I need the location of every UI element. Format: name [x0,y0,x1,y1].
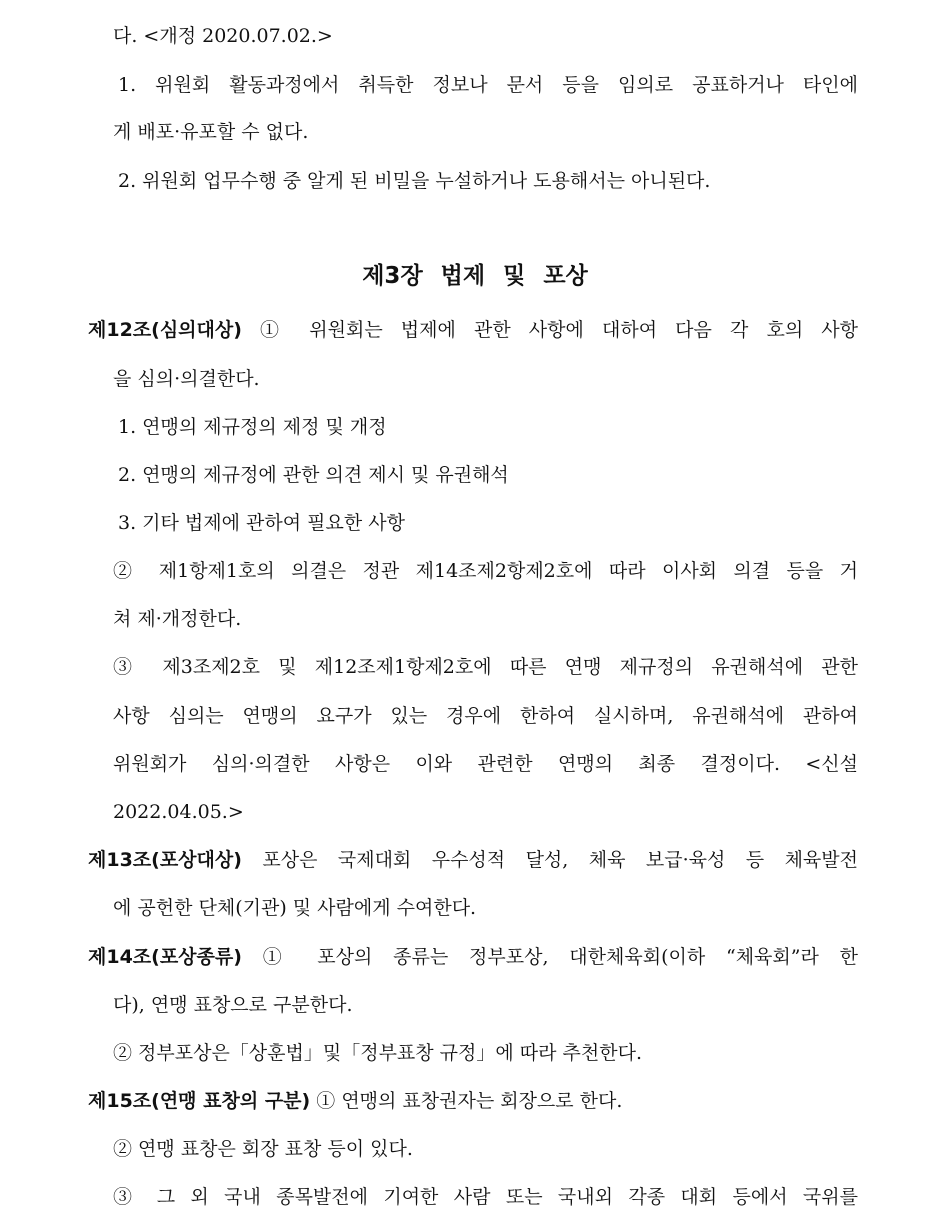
article-13-first-line [88,846,858,874]
article-12-title: 제12조(심의대상) [88,319,242,341]
text-line: 쳐 제·개정한다. [113,608,242,630]
article-15-first-line [88,1087,622,1115]
article-12-text: ① 위원회는 법제에 관한 사항에 대하여 다음 각 호의 사항 [241,319,858,341]
text-line: 게 배포·유포할 수 없다. [113,121,309,143]
article-13-title: 제13조(포상대상) [88,849,242,871]
article-15-text: ① 연맹의 표창권자는 회장으로 한다. [310,1090,623,1112]
list-item: 2. 연맹의 제규정에 관한 의견 제시 및 유권해석 [118,464,509,486]
paragraph-line: 위원회가 심의·의결한 사항은 이와 관련한 연맹의 최종 결정이다. <신설 [113,753,858,775]
text-line: 다), 연맹 표창으로 구분한다. [113,994,353,1016]
list-item: 3. 기타 법제에 관하여 필요한 사항 [118,512,405,534]
article-12-first-line [88,316,858,344]
list-item: 1. 연맹의 제규정의 제정 및 개정 [118,416,387,438]
chapter-title: 제3장 법제 및 포상 [362,263,588,289]
paragraph-line: ② 정부포상은「상훈법」및「정부표창 규정」에 따라 추천한다. [113,1042,642,1064]
article-13-text: 포상은 국제대회 우수성적 달성, 체육 보급·육성 등 체육발전 [241,849,858,871]
article-14-first-line [88,943,858,971]
text-line: 2022.04.05.> [113,801,244,823]
article-14-text: ① 포상의 종류는 정부포상, 대한체육회(이하 “체육회”라 한 [241,946,858,968]
paragraph-line: ③ 제3조제2호 및 제12조제1항제2호에 따른 연맹 제규정의 유권해석에 관한 [113,656,858,678]
text-line: 을 심의·의결한다. [113,368,260,390]
paragraph-line: ③ 그 외 국내 종목발전에 기여한 사람 또는 국내외 각종 대회 등에서 국위를 [113,1186,858,1208]
list-item: 2. 위원회 업무수행 중 알게 된 비밀을 누설하거나 도용해서는 아니된다. [118,170,711,192]
article-15-title: 제15조(연맹 표창의 구분) [88,1090,311,1112]
paragraph-line: 사항 심의는 연맹의 요구가 있는 경우에 한하여 실시하며, 유권해석에 관하여 [113,705,858,727]
article-14-title: 제14조(포상종류) [88,946,242,968]
paragraph-line: ② 제1항제1호의 의결은 정관 제14조제2항제2호에 따라 이사회 의결 등을 거 [113,560,858,582]
text-line: 다. <개정 2020.07.02.> [113,25,333,47]
list-item: 1. 위원회 활동과정에서 취득한 정보나 문서 등을 임의로 공표하거나 타인에 [118,74,858,96]
paragraph-line: ② 연맹 표창은 회장 표창 등이 있다. [113,1138,413,1160]
text-line: 에 공헌한 단체(기관) 및 사람에게 수여한다. [113,897,477,919]
